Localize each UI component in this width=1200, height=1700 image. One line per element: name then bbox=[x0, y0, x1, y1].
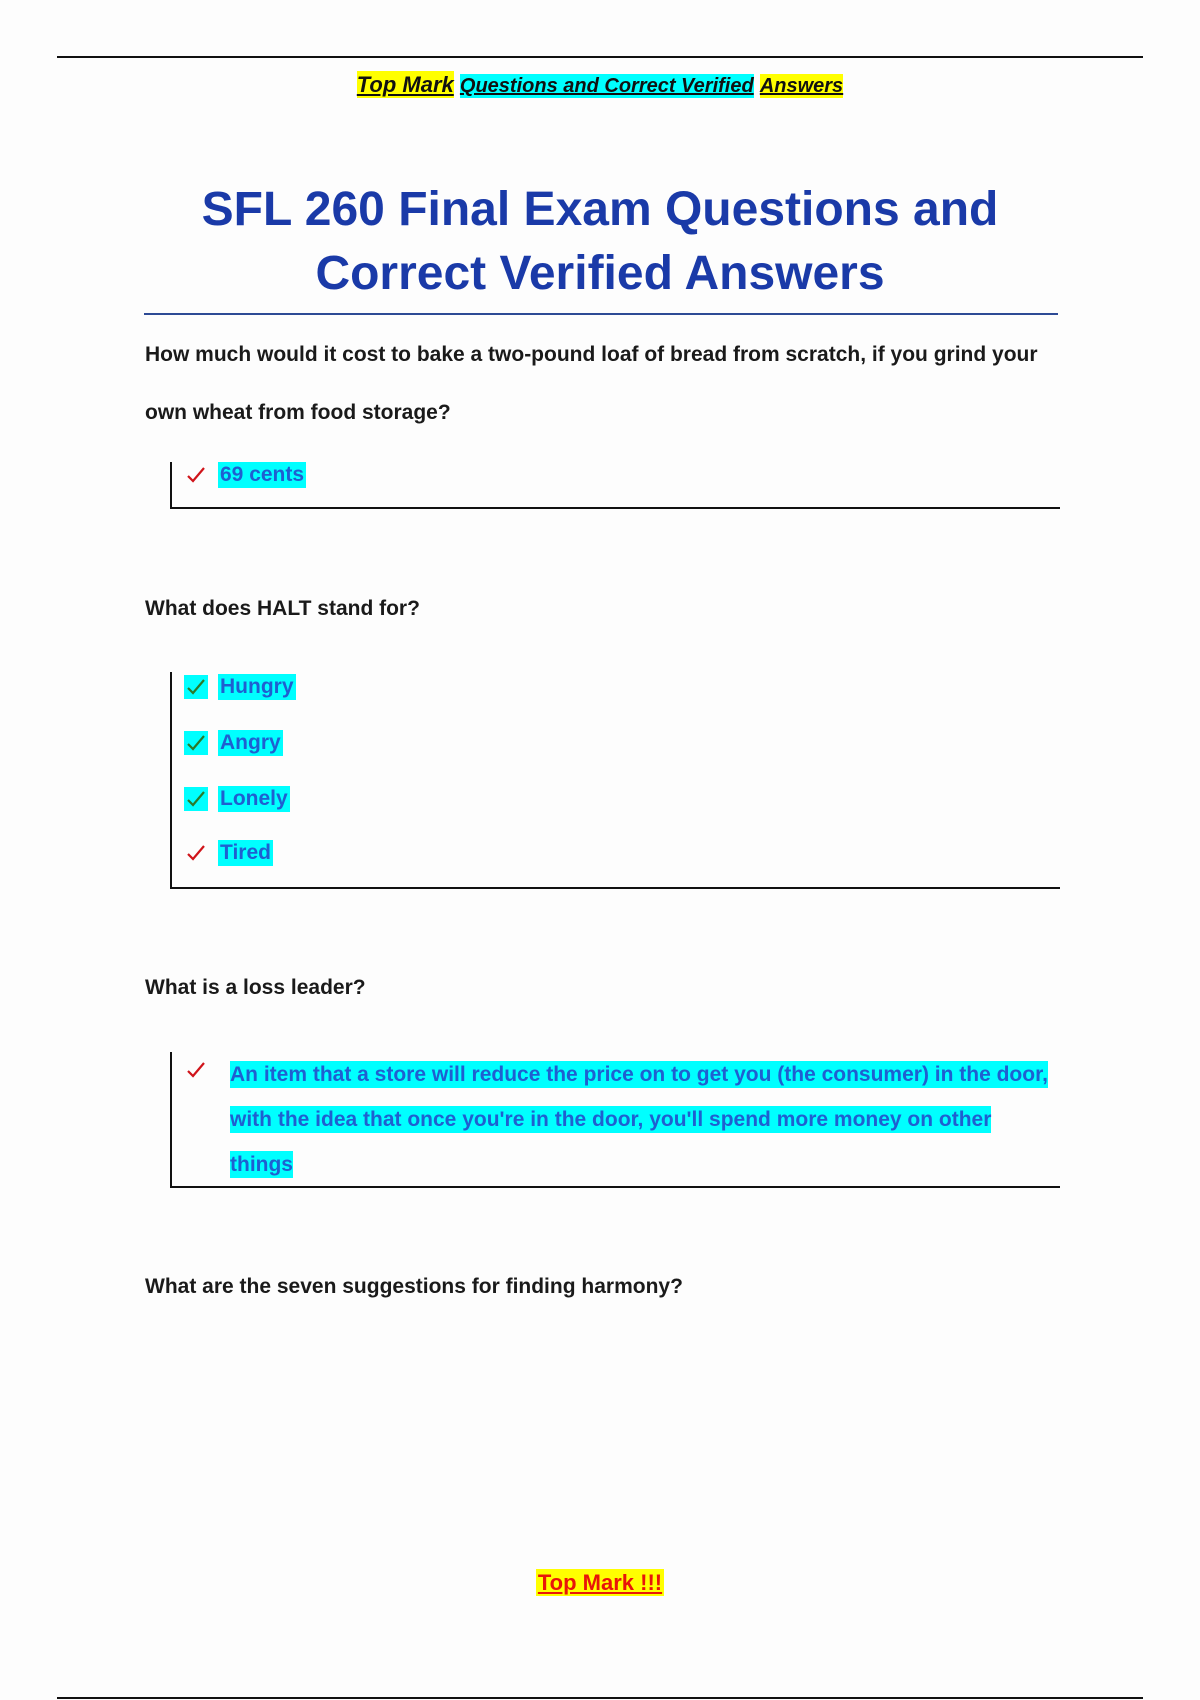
answer-item bbox=[184, 674, 296, 700]
header-brand: Top Mark bbox=[356, 72, 454, 97]
answer-text: An item that a store will reduce the price on to get you (the consumer) in the door, with the idea that once you're in the door, you'll spend more money on other things bbox=[230, 1063, 1048, 1176]
page-header bbox=[0, 72, 1200, 98]
check-icon bbox=[184, 841, 208, 865]
footer-brand: Top Mark !!! bbox=[537, 1570, 663, 1595]
header-answers: Answers bbox=[759, 75, 844, 97]
title-underline bbox=[144, 313, 1058, 315]
answer-text: Tired bbox=[220, 841, 271, 864]
check-icon bbox=[184, 731, 208, 755]
header-subtitle: Questions and Correct Verified bbox=[459, 75, 754, 97]
check-icon bbox=[184, 1058, 208, 1082]
question-2: What does HALT stand for? bbox=[145, 597, 420, 620]
answer-text: 69 cents bbox=[220, 463, 305, 486]
title-line-1: SFL 260 Final Exam Questions and bbox=[201, 183, 999, 236]
answer-item bbox=[184, 462, 306, 488]
question-3: What is a loss leader? bbox=[145, 976, 366, 999]
answer-text-block bbox=[230, 1052, 1060, 1187]
question-1: How much would it cost to bake a two-pound loaf of bread from scratch, if you grind your own wheat from food storage? bbox=[145, 343, 1038, 424]
title-line-2: Correct Verified Answers bbox=[315, 247, 885, 300]
answer-text: Lonely bbox=[220, 787, 288, 810]
answer-box-3 bbox=[170, 1052, 1060, 1188]
check-icon bbox=[184, 463, 208, 487]
top-rule bbox=[57, 56, 1143, 58]
page-footer bbox=[0, 1570, 1200, 1596]
answer-text: Angry bbox=[220, 731, 281, 754]
answer-text: Hungry bbox=[220, 675, 294, 698]
answer-box-2 bbox=[170, 672, 1060, 889]
check-icon bbox=[184, 787, 208, 811]
answer-item bbox=[184, 730, 283, 756]
check-icon bbox=[184, 675, 208, 699]
answer-item bbox=[184, 840, 273, 866]
answer-item bbox=[184, 786, 290, 812]
bottom-rule bbox=[57, 1697, 1143, 1699]
question-4: What are the seven suggestions for finding harmony? bbox=[145, 1275, 683, 1298]
answer-box-1 bbox=[170, 462, 1060, 509]
document-title bbox=[0, 178, 1200, 306]
